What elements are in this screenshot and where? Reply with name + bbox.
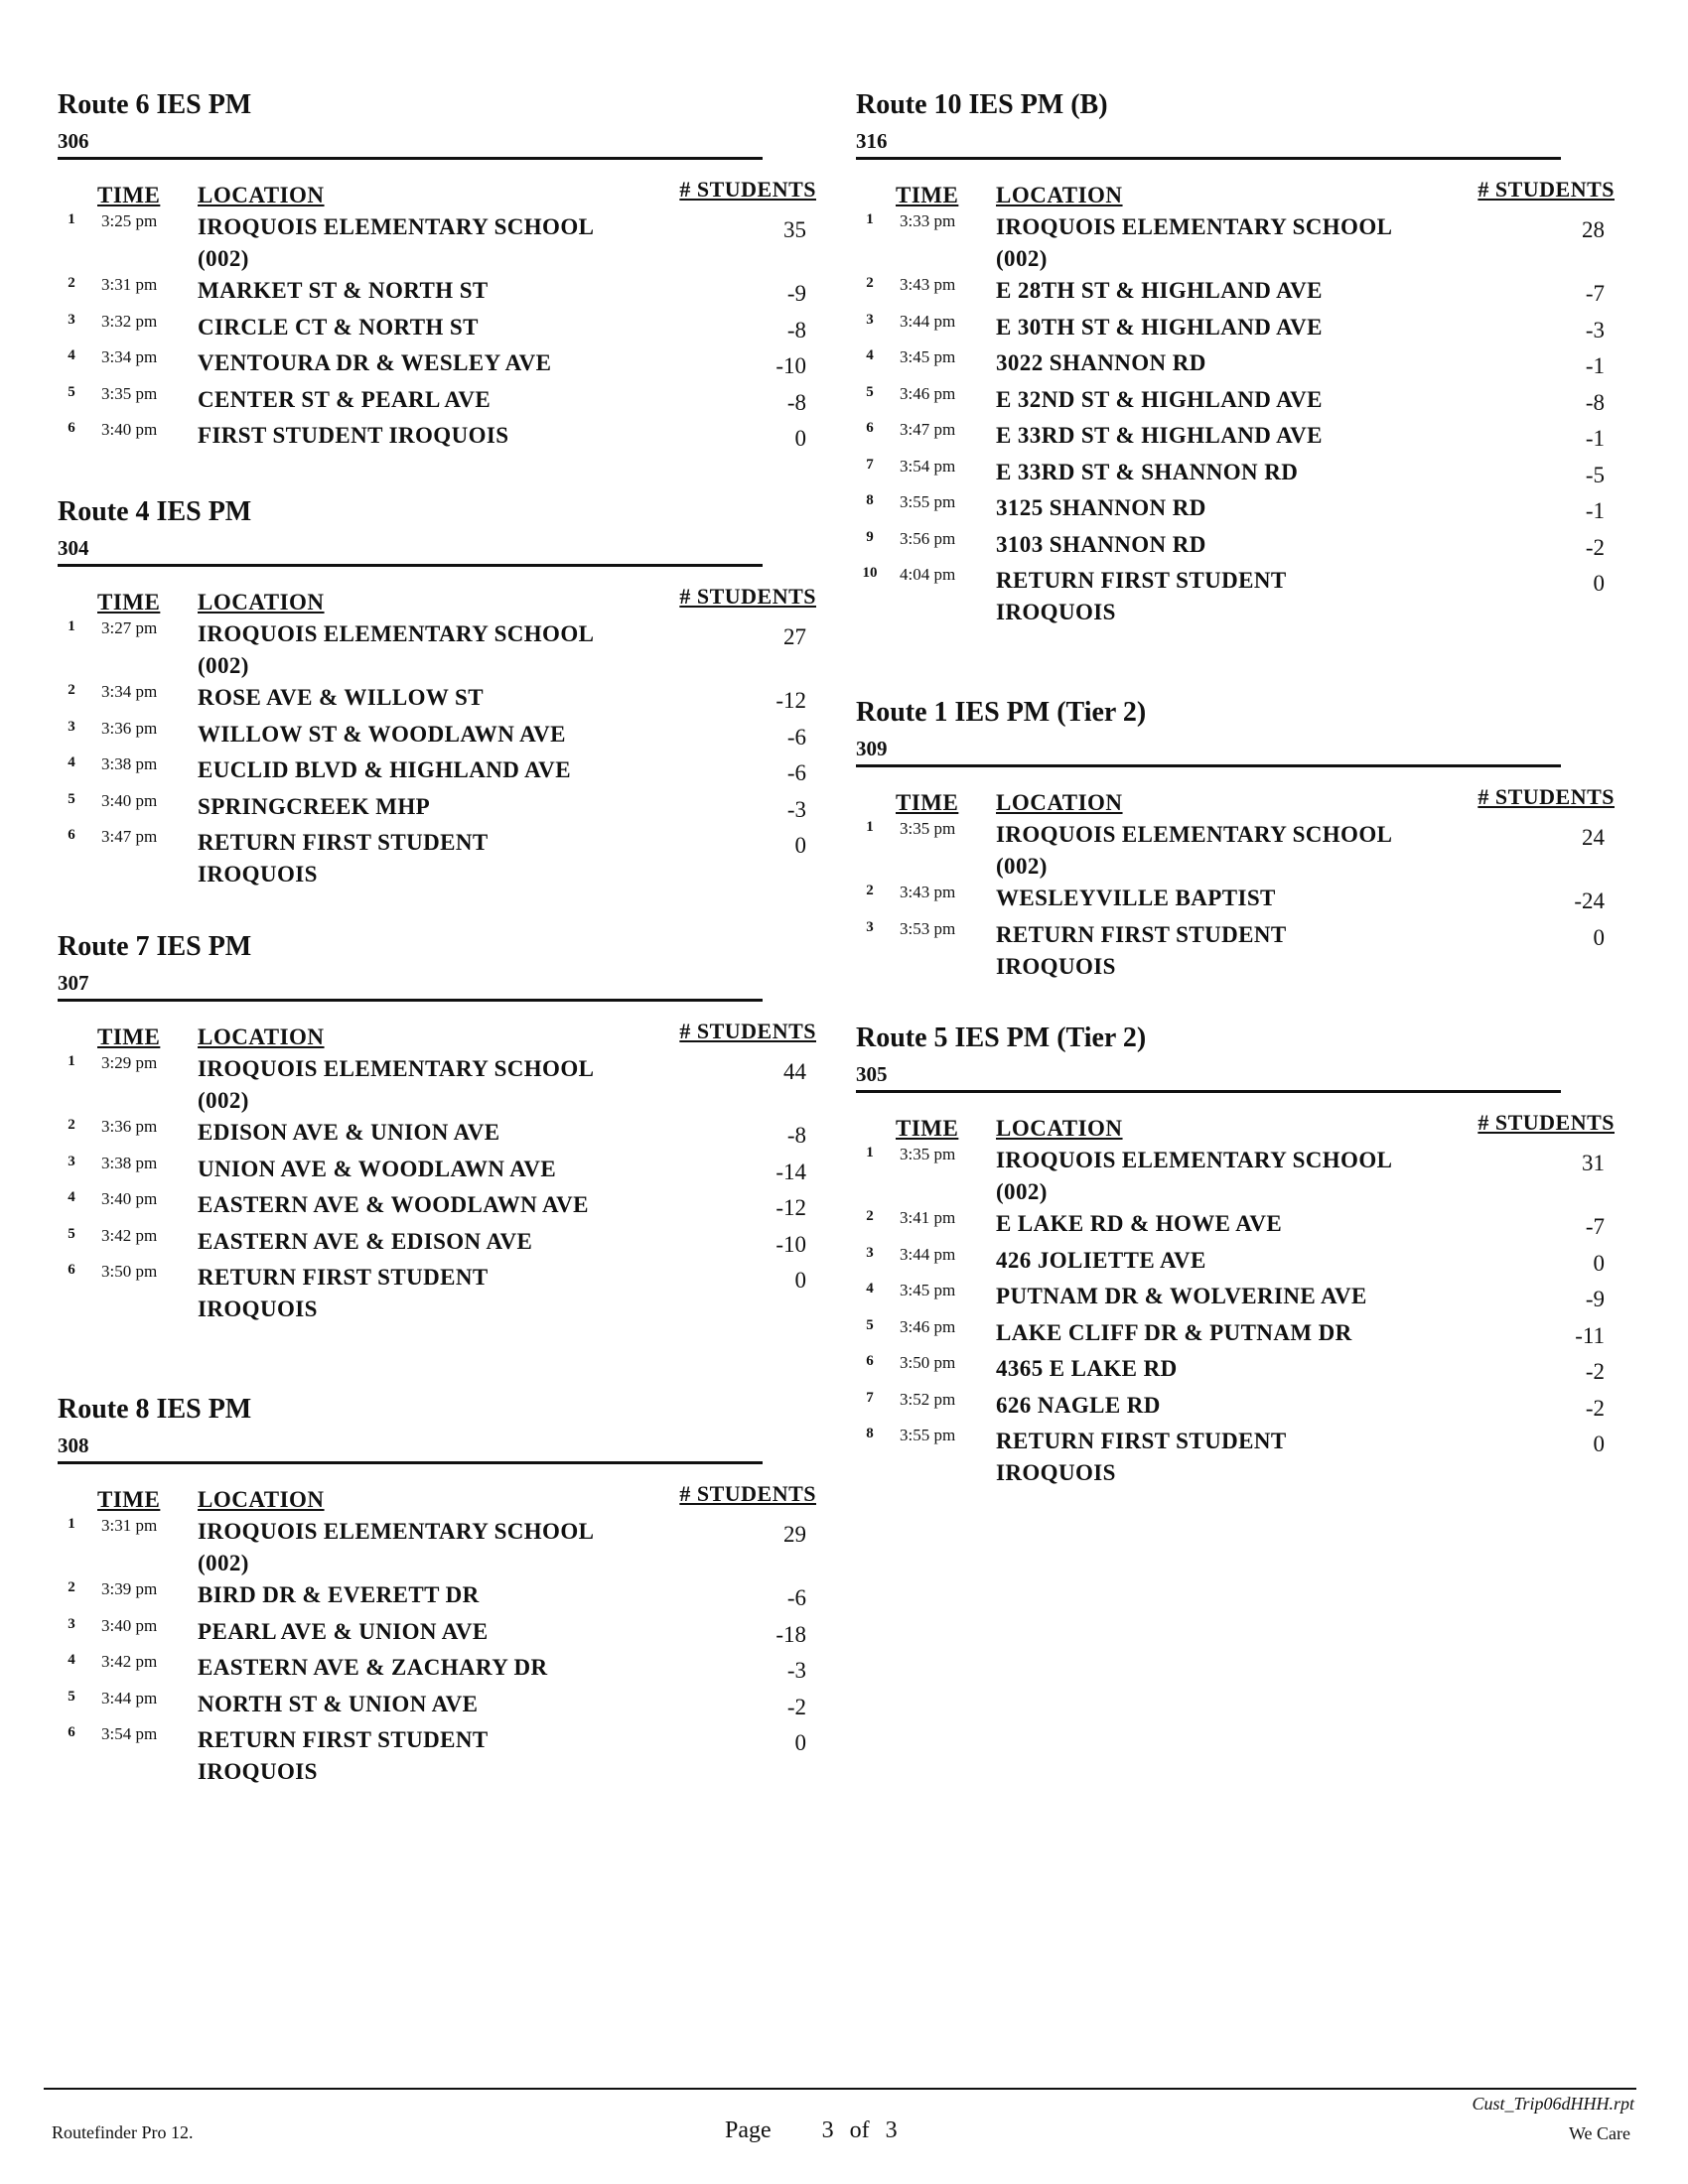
stop-time: 3:36 pm (101, 718, 158, 738)
students-column-header: # STUDENTS (679, 584, 816, 609)
stop-row (58, 1117, 812, 1154)
stop-row (58, 754, 812, 791)
stop-row (58, 347, 812, 384)
stop-student-count: -1 (1585, 426, 1605, 451)
stop-time: 3:34 pm (101, 682, 158, 701)
stop-student-count: -11 (1575, 1322, 1605, 1348)
stop-sequence: 5 (68, 383, 75, 400)
footer-company: We Care (1568, 2123, 1630, 2143)
stop-location: IROQUOIS ELEMENTARY SCHOOL (002) (996, 214, 1392, 271)
stop-sequence: 9 (866, 528, 874, 545)
stop-list (58, 1053, 812, 1325)
stop-location: RETURN FIRST STUDENT IROQUOIS (198, 830, 489, 887)
stop-row (856, 1145, 1611, 1208)
location-column-header: LOCATION (996, 183, 1123, 207)
stop-time: 3:44 pm (900, 311, 956, 331)
stop-time: 3:46 pm (900, 383, 956, 403)
stop-student-count: -10 (775, 353, 806, 378)
stop-time: 3:32 pm (101, 311, 158, 331)
students-column-header: # STUDENTS (679, 177, 816, 202)
location-column-header: LOCATION (996, 1116, 1123, 1141)
stop-location: MARKET ST & NORTH ST (198, 278, 489, 303)
stop-row (58, 1053, 812, 1117)
footer-divider (44, 2088, 1636, 2090)
route-number: 304 (58, 536, 89, 560)
stop-time: 3:53 pm (900, 918, 956, 938)
stop-location: 626 NAGLE RD (996, 1392, 1161, 1418)
stop-row (58, 618, 812, 682)
stop-student-count: 0 (794, 833, 806, 858)
stop-row (58, 312, 812, 348)
route-divider (856, 157, 1561, 160)
stop-location: 3103 SHANNON RD (996, 531, 1206, 557)
stop-location: BIRD DR & EVERETT DR (198, 1582, 480, 1607)
stop-location: E 32ND ST & HIGHLAND AVE (996, 386, 1323, 412)
stop-location: E 33RD ST & HIGHLAND AVE (996, 423, 1323, 448)
route-number: 306 (58, 129, 89, 153)
route-number: 307 (58, 971, 89, 995)
stop-row (856, 1426, 1611, 1489)
stop-list (58, 618, 812, 890)
stop-list (856, 1145, 1611, 1489)
stop-time: 3:38 pm (101, 754, 158, 773)
stop-student-count: -6 (786, 1585, 806, 1610)
stop-sequence: 1 (68, 211, 75, 227)
stop-location: WESLEYVILLE BAPTIST (996, 886, 1276, 910)
stop-sequence: 8 (866, 1426, 874, 1441)
stop-student-count: -14 (775, 1159, 806, 1184)
stop-location: EASTERN AVE & ZACHARY DR (198, 1655, 548, 1680)
stop-location: E 33RD ST & SHANNON RD (996, 459, 1299, 484)
stop-student-count: -2 (786, 1694, 806, 1719)
stop-sequence: 2 (68, 682, 75, 698)
stop-row (58, 1262, 812, 1325)
stop-sequence: 4 (866, 347, 874, 363)
stop-sequence: 3 (866, 311, 874, 328)
stop-time: 3:54 pm (101, 1724, 158, 1743)
stop-student-count: 0 (1593, 1250, 1605, 1276)
stop-row (58, 1189, 812, 1226)
stop-time: 3:55 pm (900, 1426, 956, 1444)
time-column-header: TIME (896, 790, 959, 815)
route-divider (856, 1090, 1561, 1093)
stop-sequence: 3 (68, 718, 75, 735)
stop-location: IROQUOIS ELEMENTARY SCHOOL (002) (198, 214, 594, 271)
stop-location: IROQUOIS ELEMENTARY SCHOOL (002) (198, 1519, 594, 1575)
stop-sequence: 3 (68, 1615, 75, 1632)
stop-row (856, 529, 1611, 566)
stop-student-count: -6 (786, 760, 806, 785)
stop-sequence: 4 (68, 754, 75, 770)
stop-student-count: 31 (1582, 1151, 1605, 1175)
stop-time: 3:31 pm (101, 275, 158, 294)
stop-student-count: -5 (1585, 462, 1605, 487)
stop-sequence: 7 (866, 1389, 874, 1406)
stop-row (856, 492, 1611, 529)
stop-location: EASTERN AVE & WOODLAWN AVE (198, 1192, 589, 1217)
stop-time: 3:45 pm (900, 1281, 956, 1299)
stop-location: E 28TH ST & HIGHLAND AVE (996, 278, 1323, 303)
students-column-header: # STUDENTS (1477, 177, 1615, 202)
stop-row (856, 1353, 1611, 1390)
stop-location: E LAKE RD & HOWE AVE (996, 1211, 1283, 1236)
location-column-header: LOCATION (996, 790, 1123, 815)
stop-time: 3:56 pm (900, 528, 956, 548)
stop-row (58, 1516, 812, 1579)
stop-sequence: 4 (68, 347, 75, 363)
stop-row (856, 565, 1611, 628)
stop-time: 3:44 pm (101, 1688, 158, 1707)
stop-row (856, 347, 1611, 384)
stop-location: WILLOW ST & WOODLAWN AVE (198, 721, 566, 747)
route-divider (58, 157, 763, 160)
stop-row (856, 1245, 1611, 1282)
students-column-header: # STUDENTS (679, 1019, 816, 1043)
stop-sequence: 1 (68, 618, 75, 634)
stop-time: 3:40 pm (101, 1189, 158, 1208)
stop-sequence: 5 (866, 1316, 874, 1333)
route-title: Route 4 IES PM (58, 496, 252, 527)
stop-sequence: 6 (866, 420, 874, 436)
stop-student-count: -3 (1585, 317, 1605, 342)
stop-location: RETURN FIRST STUDENT IROQUOIS (198, 1727, 489, 1784)
stop-student-count: -3 (786, 1658, 806, 1683)
stop-location: 426 JOLIETTE AVE (996, 1247, 1206, 1273)
route-title: Route 10 IES PM (B) (856, 89, 1108, 120)
stop-student-count: -6 (786, 724, 806, 750)
route-number: 305 (856, 1062, 888, 1086)
stop-sequence: 2 (68, 275, 75, 291)
stop-student-count: -24 (1574, 888, 1605, 913)
stop-student-count: -18 (775, 1621, 806, 1647)
stop-sequence: 4 (68, 1189, 75, 1205)
stop-row (58, 1616, 812, 1653)
route-divider (58, 564, 763, 567)
stop-location: RETURN FIRST STUDENT IROQUOIS (996, 921, 1287, 979)
stop-sequence: 5 (68, 1688, 75, 1705)
stop-time: 3:39 pm (101, 1579, 158, 1598)
page-of: of (849, 2117, 870, 2143)
stop-time: 3:40 pm (101, 1615, 158, 1635)
stop-sequence: 5 (68, 1225, 75, 1242)
stop-location: IROQUOIS ELEMENTARY SCHOOL (002) (198, 621, 594, 678)
stop-location: RETURN FIRST STUDENT IROQUOIS (996, 568, 1287, 624)
stop-location: 4365 E LAKE RD (996, 1356, 1178, 1381)
stop-location: IROQUOIS ELEMENTARY SCHOOL (002) (996, 822, 1392, 879)
stop-row (58, 682, 812, 719)
stop-location: 3125 SHANNON RD (996, 495, 1206, 520)
route-title: Route 5 IES PM (Tier 2) (856, 1023, 1147, 1053)
stop-time: 3:41 pm (900, 1208, 956, 1227)
stop-sequence: 1 (68, 1516, 75, 1532)
stop-location: RETURN FIRST STUDENT IROQUOIS (996, 1429, 1287, 1485)
stop-row (58, 1652, 812, 1689)
route-title: Route 8 IES PM (58, 1394, 252, 1425)
stop-time: 3:33 pm (900, 211, 956, 230)
stop-student-count: 0 (794, 1730, 806, 1755)
stop-student-count: -8 (786, 317, 806, 342)
students-column-header: # STUDENTS (679, 1481, 816, 1506)
stop-location: PUTNAM DR & WOLVERINE AVE (996, 1284, 1367, 1308)
stop-time: 3:27 pm (101, 618, 158, 637)
stop-time: 3:55 pm (900, 492, 956, 511)
time-column-header: TIME (896, 1116, 959, 1141)
stop-sequence: 5 (68, 790, 75, 807)
location-column-header: LOCATION (198, 1024, 325, 1049)
stop-row (856, 420, 1611, 457)
page-total: 3 (885, 2117, 898, 2143)
stop-list (58, 211, 812, 457)
stop-sequence: 6 (866, 1353, 874, 1369)
time-column-header: TIME (97, 1487, 161, 1512)
stop-student-count: -2 (1585, 1395, 1605, 1421)
stop-time: 3:42 pm (101, 1652, 158, 1671)
stop-row (856, 457, 1611, 493)
route-number: 309 (856, 737, 888, 760)
stop-location: SPRINGCREEK MHP (198, 793, 431, 819)
stop-time: 3:34 pm (101, 347, 158, 366)
stop-row (856, 1208, 1611, 1245)
time-column-header: TIME (97, 1024, 161, 1049)
stop-sequence: 6 (68, 827, 75, 843)
stop-student-count: 0 (1593, 571, 1605, 596)
stop-time: 3:40 pm (101, 420, 158, 439)
stop-sequence: 10 (862, 565, 878, 581)
stop-student-count: -12 (775, 688, 806, 713)
stop-student-count: -2 (1585, 1359, 1605, 1384)
stop-location: CENTER ST & PEARL AVE (198, 386, 492, 412)
route-number: 316 (856, 129, 888, 153)
stop-time: 3:35 pm (900, 1145, 956, 1163)
route-number: 308 (58, 1433, 89, 1457)
stop-time: 3:45 pm (900, 347, 956, 366)
route-divider (58, 999, 763, 1002)
stop-time: 3:25 pm (101, 211, 158, 230)
stop-sequence: 2 (866, 883, 874, 898)
stop-location: EUCLID BLVD & HIGHLAND AVE (198, 757, 571, 782)
stop-row (58, 827, 812, 890)
stop-location: VENTOURA DR & WESLEY AVE (198, 350, 552, 375)
stop-row (856, 1390, 1611, 1427)
stop-student-count: -2 (1585, 534, 1605, 560)
stop-student-count: 35 (783, 217, 806, 242)
stop-row (58, 791, 812, 828)
stop-time: 3:36 pm (101, 1117, 158, 1136)
stop-location: LAKE CLIFF DR & PUTNAM DR (996, 1319, 1352, 1345)
stop-time: 3:35 pm (900, 819, 956, 838)
stop-row (58, 1689, 812, 1725)
stop-student-count: 0 (794, 426, 806, 451)
location-column-header: LOCATION (198, 1487, 325, 1512)
stop-sequence: 3 (68, 1153, 75, 1169)
route-title: Route 7 IES PM (58, 931, 252, 962)
stop-location: IROQUOIS ELEMENTARY SCHOOL (002) (198, 1056, 594, 1113)
stop-student-count: -12 (775, 1195, 806, 1220)
stop-time: 3:54 pm (900, 456, 956, 476)
stop-time: 3:40 pm (101, 790, 158, 810)
stop-student-count: -7 (1585, 281, 1605, 306)
stop-location: EASTERN AVE & EDISON AVE (198, 1228, 533, 1254)
stop-student-count: 0 (794, 1268, 806, 1293)
stop-sequence: 8 (866, 492, 874, 508)
stop-student-count: 0 (1593, 1432, 1605, 1456)
stop-time: 3:43 pm (900, 275, 956, 294)
students-column-header: # STUDENTS (1477, 784, 1615, 809)
stop-row (856, 819, 1611, 883)
stop-list (856, 211, 1611, 628)
stop-location: EDISON AVE & UNION AVE (198, 1120, 500, 1145)
stop-sequence: 4 (866, 1281, 874, 1297)
stop-location: ROSE AVE & WILLOW ST (198, 685, 484, 710)
stop-student-count: -1 (1585, 498, 1605, 523)
stop-student-count: -1 (1585, 353, 1605, 378)
stop-row (856, 1281, 1611, 1317)
stop-sequence: 6 (68, 1262, 75, 1278)
stop-row (856, 919, 1611, 983)
stop-sequence: 3 (866, 918, 874, 935)
stop-location: 3022 SHANNON RD (996, 350, 1206, 375)
stop-sequence: 1 (866, 819, 874, 835)
stop-sequence: 2 (68, 1117, 75, 1133)
time-column-header: TIME (97, 183, 161, 207)
footer-app-name: Routefinder Pro 12. (52, 2122, 194, 2142)
stop-location: UNION AVE & WOODLAWN AVE (198, 1156, 557, 1181)
stop-time: 3:44 pm (900, 1244, 956, 1264)
stop-sequence: 2 (866, 1208, 874, 1224)
stop-row (58, 1724, 812, 1788)
stop-sequence: 1 (866, 1145, 874, 1160)
stop-time: 3:50 pm (101, 1262, 158, 1281)
students-column-header: # STUDENTS (1477, 1110, 1615, 1135)
stop-location: E 30TH ST & HIGHLAND AVE (996, 314, 1323, 340)
stop-time: 3:35 pm (101, 383, 158, 403)
stop-sequence: 7 (866, 456, 874, 473)
stop-row (856, 883, 1611, 919)
stop-student-count: -9 (786, 281, 806, 306)
stop-row (58, 1579, 812, 1616)
stop-row (856, 384, 1611, 421)
stop-student-count: 24 (1582, 825, 1605, 850)
stop-time: 3:29 pm (101, 1053, 158, 1072)
stop-sequence: 1 (866, 211, 874, 227)
location-column-header: LOCATION (198, 183, 325, 207)
stop-time: 3:46 pm (900, 1316, 956, 1336)
time-column-header: TIME (896, 183, 959, 207)
stop-time: 3:42 pm (101, 1225, 158, 1245)
stop-sequence: 4 (68, 1652, 75, 1668)
stop-location: RETURN FIRST STUDENT IROQUOIS (198, 1265, 489, 1321)
stop-time: 3:43 pm (900, 883, 956, 901)
stop-row (58, 1154, 812, 1190)
stop-sequence: 1 (68, 1053, 75, 1069)
stop-student-count: 0 (1593, 924, 1605, 950)
footer-report-name: Cust_Trip06dHHH.rpt (1472, 2094, 1634, 2114)
stop-student-count: 29 (783, 1522, 806, 1547)
stop-sequence: 5 (866, 383, 874, 400)
stop-row (58, 211, 812, 275)
stop-row (58, 275, 812, 312)
stop-location: PEARL AVE & UNION AVE (198, 1618, 489, 1644)
stop-location: IROQUOIS ELEMENTARY SCHOOL (002) (996, 1148, 1392, 1204)
route-divider (58, 1461, 763, 1464)
stop-location: NORTH ST & UNION AVE (198, 1691, 479, 1716)
stop-student-count: -3 (786, 796, 806, 822)
stop-sequence: 3 (68, 311, 75, 328)
stop-location: FIRST STUDENT IROQUOIS (198, 423, 509, 448)
stop-sequence: 3 (866, 1244, 874, 1261)
stop-sequence: 2 (866, 275, 874, 291)
stop-time: 3:31 pm (101, 1516, 158, 1535)
stop-row (58, 1226, 812, 1263)
stop-time: 3:38 pm (101, 1153, 158, 1172)
stop-student-count: -8 (786, 1123, 806, 1148)
stop-row (856, 211, 1611, 275)
stop-row (58, 719, 812, 755)
stop-row (856, 312, 1611, 348)
stop-row (856, 275, 1611, 312)
stop-time: 3:47 pm (101, 827, 158, 846)
stop-student-count: 27 (783, 624, 806, 649)
route-divider (856, 764, 1561, 767)
stop-student-count: -7 (1585, 1214, 1605, 1239)
stop-row (856, 1317, 1611, 1354)
stop-student-count: -10 (775, 1231, 806, 1257)
stop-time: 3:50 pm (900, 1353, 956, 1372)
page-label: Page (725, 2117, 772, 2143)
stop-student-count: -8 (1585, 389, 1605, 415)
stop-row (58, 384, 812, 421)
stop-sequence: 6 (68, 1724, 75, 1740)
page-current: 3 (821, 2117, 834, 2143)
stop-sequence: 6 (68, 420, 75, 436)
stop-student-count: 28 (1582, 217, 1605, 242)
stop-list (856, 819, 1611, 983)
footer-page-indicator (725, 2117, 908, 2144)
stop-student-count: -8 (786, 389, 806, 415)
stop-time: 3:52 pm (900, 1389, 956, 1409)
route-title: Route 1 IES PM (Tier 2) (856, 697, 1147, 728)
route-title: Route 6 IES PM (58, 89, 252, 120)
stop-student-count: -9 (1585, 1287, 1605, 1311)
stop-time: 4:04 pm (900, 565, 956, 584)
stop-location: CIRCLE CT & NORTH ST (198, 314, 479, 340)
location-column-header: LOCATION (198, 590, 325, 614)
stop-list (58, 1516, 812, 1788)
time-column-header: TIME (97, 590, 161, 614)
stop-time: 3:47 pm (900, 420, 956, 439)
stop-student-count: 44 (783, 1059, 806, 1084)
stop-row (58, 420, 812, 457)
stop-sequence: 2 (68, 1579, 75, 1595)
